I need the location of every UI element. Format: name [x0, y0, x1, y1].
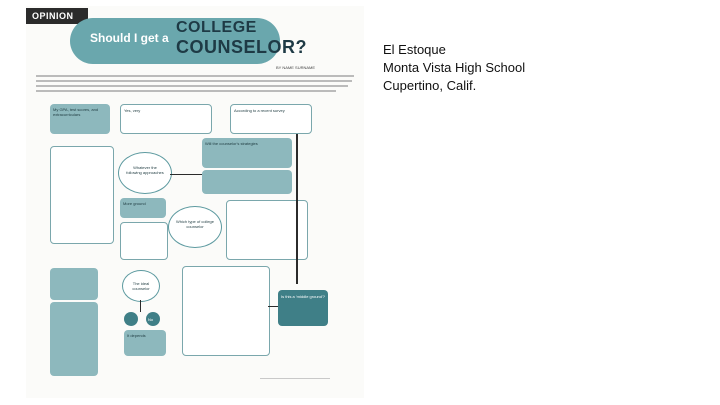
flow-box	[120, 222, 168, 260]
decision-node: The ideal counselor	[122, 270, 160, 302]
flow-box	[50, 146, 114, 244]
intro-text-line	[36, 75, 354, 77]
flow-connector	[268, 306, 278, 307]
flow-box	[50, 268, 98, 300]
flow-connector	[296, 134, 298, 284]
headline-line2: COUNSELOR?	[176, 37, 307, 57]
flow-box: It depends	[124, 330, 166, 356]
flow-connector	[140, 300, 141, 312]
flow-box	[182, 266, 270, 356]
flow-box: More ground	[120, 198, 166, 218]
headline-line1: COLLEGE	[176, 19, 257, 36]
school-info	[383, 41, 525, 95]
section-label: OPINION	[26, 8, 88, 24]
decision-node: Whatever the following approaches	[118, 152, 172, 194]
intro-text-line	[36, 85, 348, 87]
flow-box: Will the counselor's strategies	[202, 138, 292, 168]
school-name: Monta Vista High School	[383, 60, 526, 75]
flow-box	[50, 302, 98, 376]
flow-connector	[170, 174, 202, 175]
final-box: Is this a 'middle ground'?	[278, 290, 328, 326]
flow-box: According to a recent survey	[230, 104, 312, 134]
decision-node: Which type of college counselor	[168, 206, 222, 248]
flow-box: My GPA, test scores, and extracurriculars	[50, 104, 110, 134]
flow-box: Yes, very	[120, 104, 212, 134]
no-node: No	[146, 312, 160, 326]
footer-rule	[260, 378, 330, 379]
headline-prefix: Should I get a	[90, 31, 169, 45]
flow-box	[202, 170, 292, 194]
intro-text-line	[36, 90, 336, 92]
yes-node	[124, 312, 138, 326]
publication-name: El Estoque	[383, 42, 446, 57]
school-location: Cupertino, Calif.	[383, 78, 477, 93]
byline: BY NAME SURNAME	[276, 65, 316, 70]
intro-text-line	[36, 80, 352, 82]
